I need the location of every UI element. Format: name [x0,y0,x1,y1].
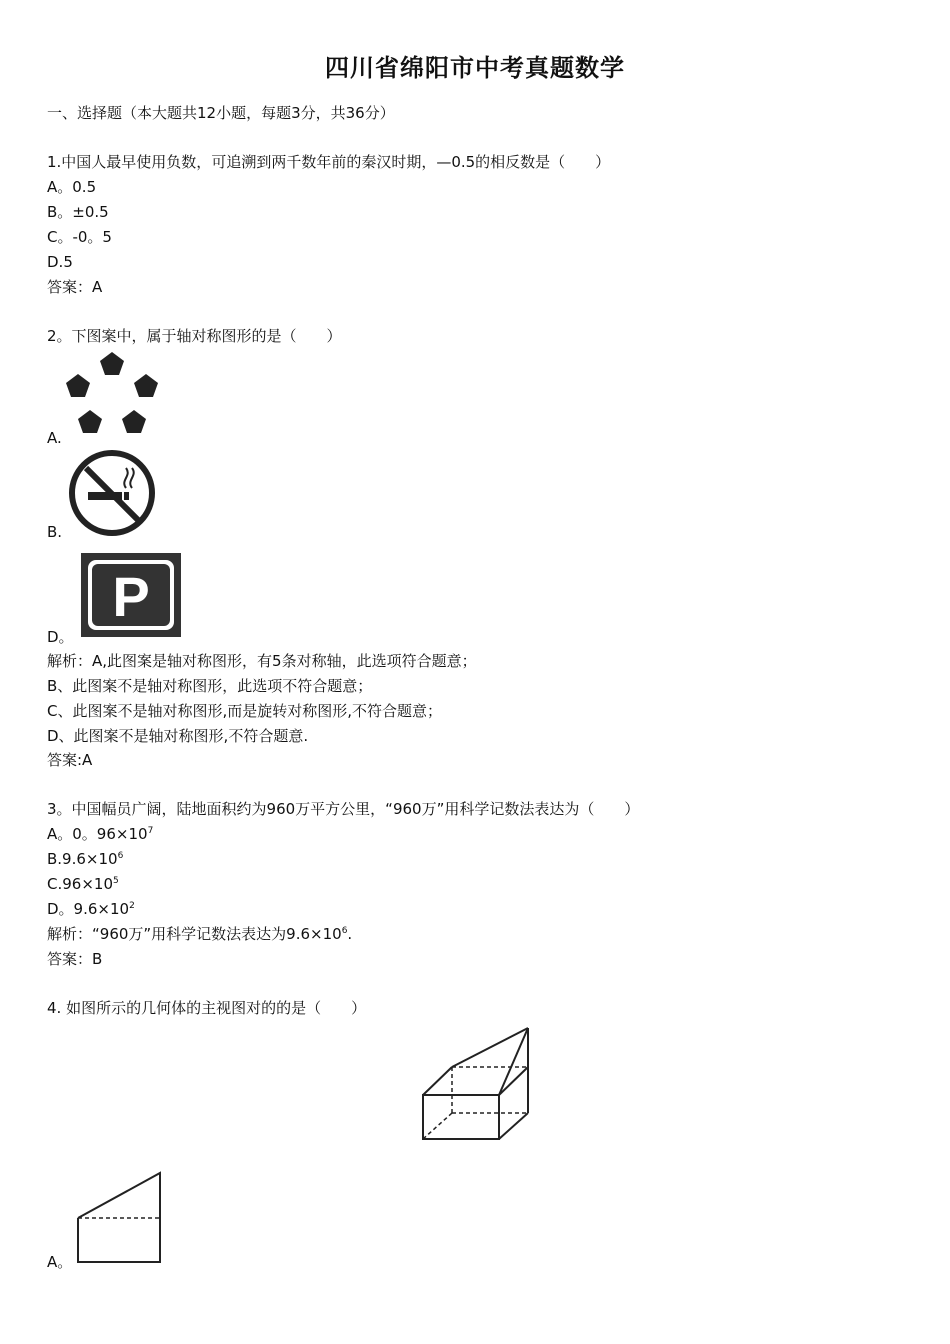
q3-option-d [47,899,135,919]
q3-option-a-base: A。0。96×10 [47,825,148,843]
q2-analysis-a: 解析：A,此图案是轴对称图形，有5条对称轴，此选项符合题意； [47,652,477,670]
q1-answer: 答案：A [47,278,103,296]
q1-option-b: B。±0.5 [47,203,109,221]
q2-option-a-label: A. [47,429,62,447]
q3-analysis-text: 解析：“960万”用科学记数法表达为9.6×10 [47,925,342,943]
q1-option-c: C。-0。5 [47,228,112,246]
q3-analysis-end: . [347,925,353,943]
q1-option-a: A。0.5 [47,178,97,196]
page-title: 四川省绵阳市中考真题数学 [325,54,625,82]
geometric-solid-figure [420,1025,535,1143]
pentagon-pattern-figure [64,350,160,440]
q4-option-a-label: A。 [47,1253,73,1271]
option-a-front-view-figure [75,1170,163,1266]
q3-stem: 3。中国幅员广阔，陆地面积约为960万平方公里，“960万”用科学记数法表达为（ ） [47,800,640,818]
q1-option-d: D.5 [47,253,73,271]
q3-option-d-exponent: 2 [129,901,135,911]
q2-answer: 答案:A [47,751,93,769]
q2-stem: 2。下图案中，属于轴对称图形的是（ ） [47,327,342,345]
q3-analysis-exponent: 6 [341,926,348,936]
parking-letter: P [112,565,150,628]
q3-option-c-exponent: 5 [112,876,119,886]
q3-option-b-base: B.9.6×10 [47,850,118,868]
q3-option-b [47,849,123,869]
parking-sign-icon [80,552,182,638]
q3-option-a [47,824,153,844]
q2-analysis-c: C、此图案不是轴对称图形,而是旋转对称图形,不符合题意； [47,702,443,720]
q3-option-d-base: D。9.6×10 [47,900,130,918]
q3-option-b-exponent: 6 [117,851,124,861]
no-smoking-icon [66,448,158,538]
q3-option-a-exponent: 7 [147,826,154,836]
q1-stem: 1.中国人最早使用负数，可追溯到两千数年前的秦汉时期，—0.5的相反数是（ ） [47,153,611,171]
q2-analysis-b: B、此图案不是轴对称图形，此选项不符合题意； [47,677,373,695]
section-heading: 一、选择题（本大题共12小题，每题3分，共36分） [47,104,395,122]
q4-stem: 4. 如图所示的几何体的主视图对的的是（ ） [47,999,367,1017]
q2-analysis-d: D、此图案不是轴对称图形,不符合题意. [47,727,309,745]
q3-option-c-base: C.96×10 [47,875,113,893]
q3-option-c [47,874,119,894]
q3-answer: 答案：B [47,950,103,968]
q2-option-b-label: B. [47,523,63,541]
q2-option-d-label: D。 [47,628,74,646]
q3-analysis [47,924,352,944]
